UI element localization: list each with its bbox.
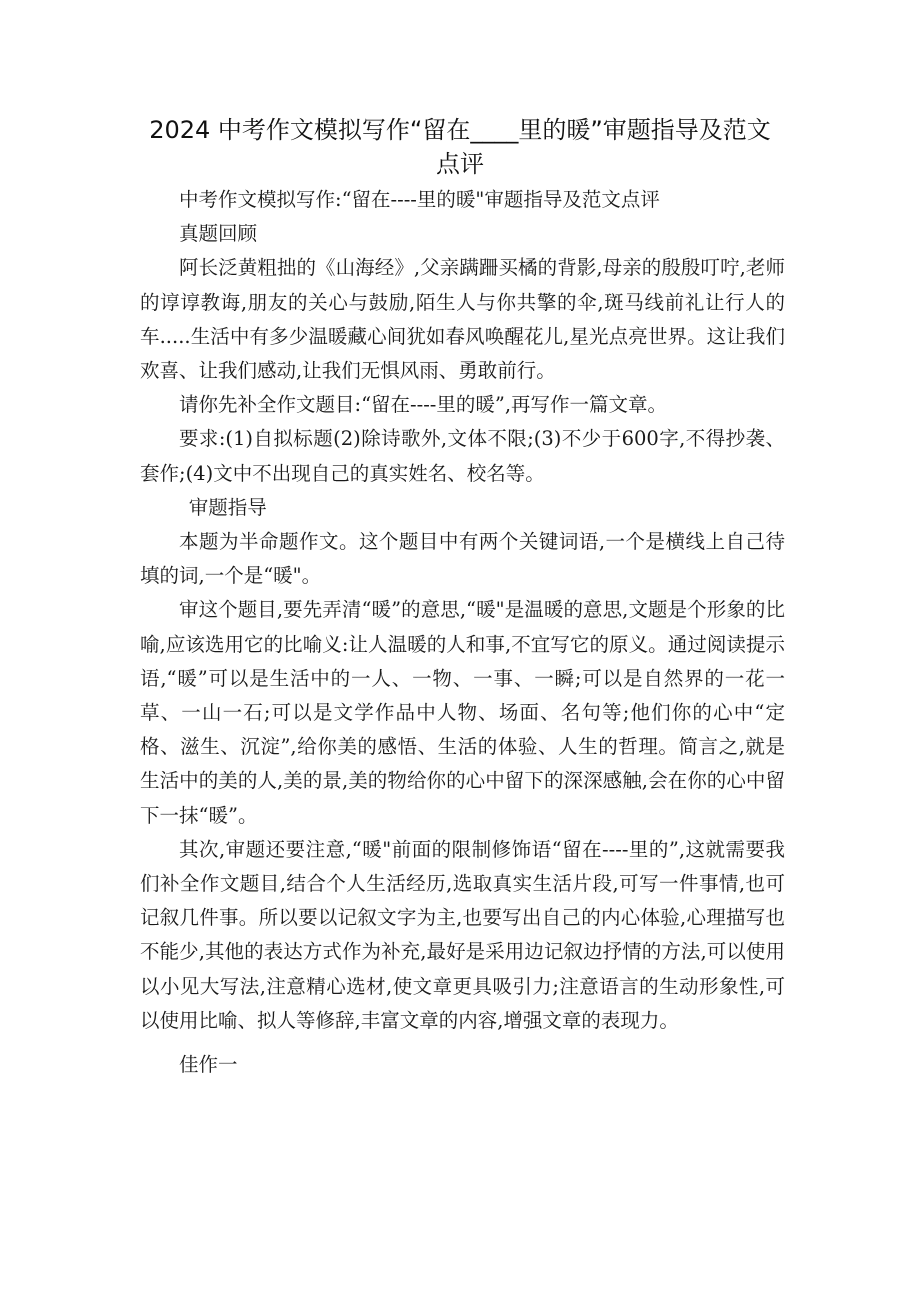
paragraph-guide-1: 本题为半命题作文。这个题目中有两个关键词语,一个是横线上自己待填的词,一个是“暖"。 — [140, 530, 785, 588]
section-heading-guide: 审题指导 — [188, 495, 267, 519]
section-heading-review: 真题回顾 — [179, 222, 258, 246]
paragraph-requirements: 要求:(1)自拟标题(2)除诗歌外,文体不限;(3)不少于600字,不得抄袭、套作;(4)文中不出现自己的真实姓名、校名等。 — [140, 427, 785, 485]
section-heading-essay: 佳作一 — [179, 1053, 238, 1077]
paragraph-task: 请你先补全作文题目:“留在----里的暖”,再写作一篇文章。 — [179, 393, 668, 417]
paragraph-guide-3: 其次,审题还要注意,“暖"前面的限制修饰语“留在----里的”,这就需要我们补全作文题目,结合个人生活经历,选取真实生活片段,可写一件事情,也可记叙几件事。所以要以记叙文字为主,也要写出自己的内心体验,心理描写也不能少,其他的表达方式作为补充,最好是采用边记叙边抒情的方法,可以使用以小见大写法,注意精心选材,使文章更具吸引力;注意语言的生动形象性,可以使用比喻、拟人等修辞,丰富文章的内容,增强文章的表现力。 — [140, 837, 785, 1032]
paragraph-guide-2: 审这个题目,要先弄清“暖”的意思,“暖"是温暖的意思,文题是个形象的比喻,应该选用它的比喻义:让人温暖的人和事,不宜写它的原义。通过阅读提示语,“暖”可以是生活中的一人、一物、一事、一瞬;可以是自然界的一花一草、一山一石;可以是文学作品中人物、场面、名句等;他们你的心中“定格、滋生、沉淀”,给你美的感悟、生活的体验、人生的哲理。简言之,就是生活中的美的人,美的景,美的物给你的心中留下的深深感触,会在你的心中留下一抹“暖”。 — [140, 598, 785, 827]
document-body — [140, 183, 785, 1082]
document-subtitle: 中考作文模拟写作:“留在----里的暖"审题指导及范文点评 — [179, 188, 660, 211]
paragraph-prompt: 阿长泛黄粗拙的《山海经》,父亲蹒跚买橘的背影,母亲的殷殷叮咛,老师的谆谆教诲,朋友的关心与鼓励,陌生人与你共擎的伞,斑马线前礼让行人的车.....生活中有多少温暖藏心间犹如春风唤醒花儿,星光点亮世界。这让我们欢喜、让我们感动,让我们无惧风雨、勇敢前行。 — [140, 256, 785, 383]
document-title: 2024 中考作文模拟写作“留在____里的暖”审题指导及范文点评 — [149, 116, 771, 178]
